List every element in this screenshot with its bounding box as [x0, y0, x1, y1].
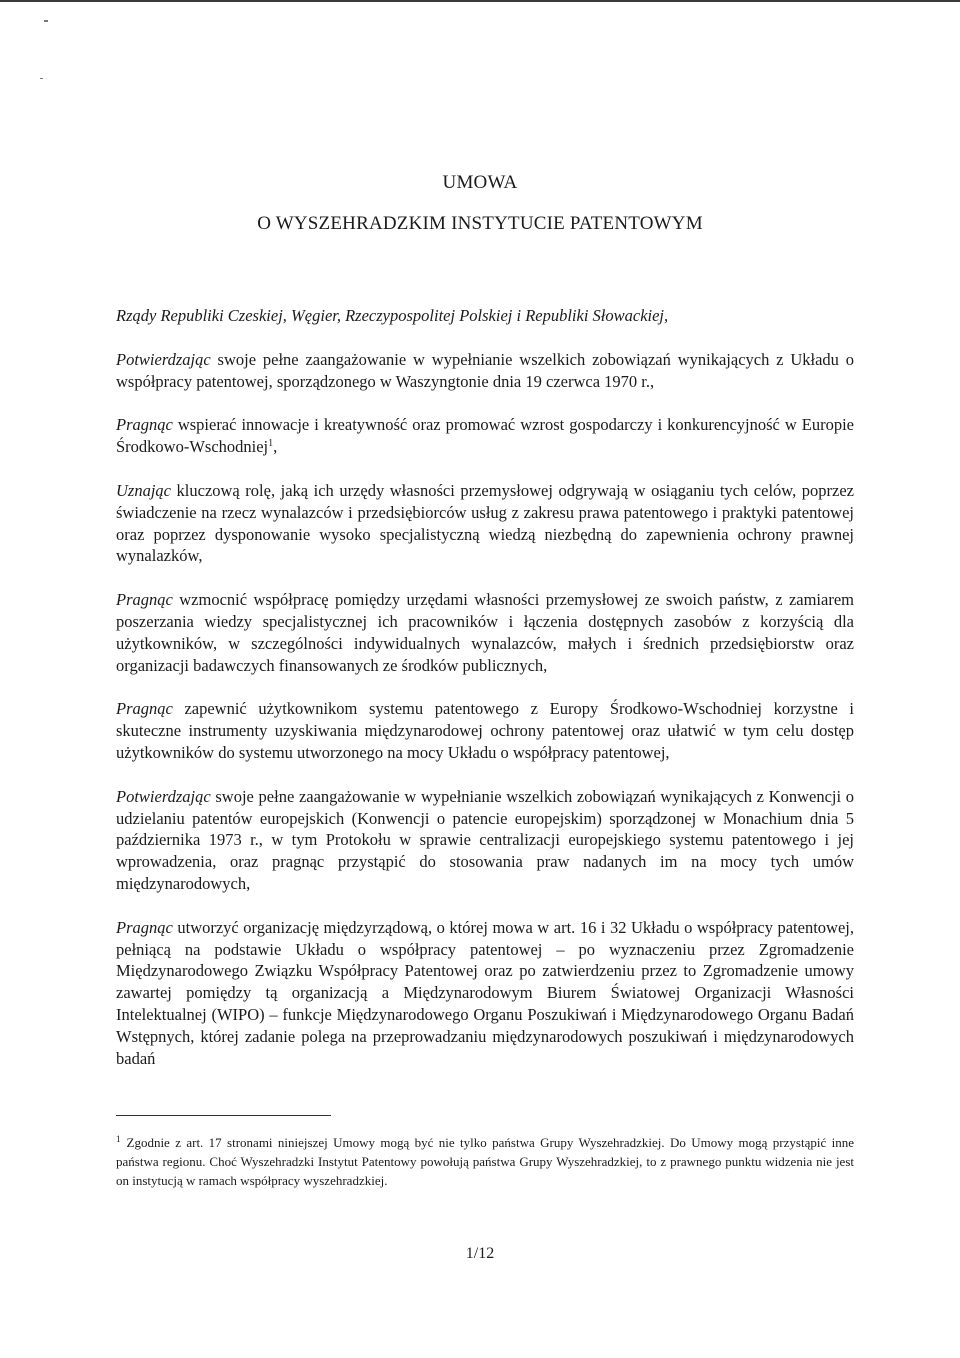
paragraph-text: wspierać innowacje i kreatywność oraz promować wzrost gospodarczy i konkurencyjność w Europie Środkowo-Wschodniej — [116, 415, 854, 457]
preamble-paragraph — [116, 917, 854, 1070]
paragraph-text: zapewnić użytkownikom systemu patentowego z Europy Środkowo-Wschodniej korzystne i skuteczne instrumenty uzyskiwania międzynarodowej ochrony patentowej oraz ułatwić w tym celu dostęp użytkowników do systemu utworzonego na mocy Układu o współpracy patentowej, — [116, 699, 854, 762]
paragraph-lead: Potwierdzając — [116, 786, 211, 806]
paragraph-text: utworzyć organizację międzyrządową, o której mowa w art. 16 i 32 Układu o współpracy patentowej, pełniącą na podstawie Układu o współpracy patentowej – po wyznaczeniu przez Zgromadzenie Międzynarodowego Związku Współpracy Patentowej oraz po zatwierdzeniu przez to Zgromadzenie umowy zawartej pomiędzy tą organizacją a Międzynarodowym Biurem Światowej Organizacji Własności Intelektualnej (WIPO) – funkcje Międzynarodowego Organu Poszukiwań i Międzynarodowego Organu Badań Wstępnych, której zadanie polega na przeprowadzaniu międzynarodowych poszukiwań i międzynarodowych badań — [116, 917, 854, 1068]
footnote-text: Zgodnie z art. 17 stronami niniejszej Umowy mogą być nie tylko państwa Grupy Wyszehradzkiej. Do Umowy mogą przystąpić inne państwa regionu. Choć Wyszehradzki Instytut Patentowy powołują państwa Grupy Wyszehradzkiej, to z prawnego punktu widzenia nie jest on instytucją w ramach współpracy wyszehradzkiej. — [116, 1135, 854, 1188]
preamble-paragraph — [116, 414, 854, 458]
footnote-reference: 1 — [268, 438, 274, 450]
preamble-paragraph — [116, 349, 854, 393]
preamble-paragraph — [116, 480, 854, 567]
document-subtitle: O WYSZEHRADZKIM INSTYTUCIE PATENTOWYM — [257, 213, 703, 234]
preamble-paragraph — [116, 698, 854, 763]
preamble-paragraph — [116, 786, 854, 895]
paragraph-lead: Pragnąc — [116, 917, 173, 937]
preamble-paragraph — [116, 589, 854, 676]
paragraph-lead: Uznając — [116, 480, 171, 500]
footnote-mark: 1 — [116, 1134, 121, 1144]
page-number: 1/12 — [465, 1245, 495, 1262]
paragraph-text: swoje pełne zaangażowanie w wypełnianie wszelkich zobowiązań wynikających z Konwencji o udzielaniu patentów europejskich (Konwencji o patencie europejskim) sporządzonej w Monachium dnia 5 października 1973 r., w tym Protokołu w sprawie centralizacji europejskiego systemu patentowego i jej wprowadzenia, oraz pragnąc przystąpić do stosowania praw nadanych im na mocy tych umów międzynarodowych, — [116, 786, 854, 893]
preamble — [116, 305, 854, 1091]
paragraph-tail: , — [273, 437, 278, 457]
footnote-separator — [116, 1115, 331, 1116]
paragraph-text: swoje pełne zaangażowanie w wypełnianie wszelkich zobowiązań wynikających z Układu o współpracy patentowej, sporządzonego w Waszyngtonie dnia 19 czerwca 1970 r., — [116, 349, 854, 391]
scan-speck — [44, 20, 48, 22]
scan-top-edge — [0, 0, 960, 2]
footnote — [116, 1133, 854, 1190]
document-title: UMOWA — [442, 172, 518, 193]
scan-speck — [40, 78, 43, 79]
paragraph-lead: Pragnąc — [116, 699, 173, 719]
paragraph-text: kluczową rolę, jaką ich urzędy własności przemysłowej odgrywają w osiąganiu tych celów, poprzez świadczenie na rzecz wynalazców i przedsiębiorców usług z zakresu prawa patentowego i praktyki patentowej oraz poprzez dysponowanie wysoko specjalistyczną wiedzą niezbędną do zapewnienia ochrony prawnej wynalazków, — [116, 480, 854, 566]
paragraph-lead: Potwierdzając — [116, 349, 211, 369]
paragraph-lead: Rządy Republiki Czeskiej, Węgier, Rzeczypospolitej Polskiej i Republiki Słowackiej, — [116, 306, 669, 325]
paragraph-lead: Pragnąc — [116, 590, 173, 610]
paragraph-text: wzmocnić współpracę pomiędzy urzędami własności przemysłowej ze swoich państw, z zamiarem poszerzania wiedzy specjalistycznej ich pracowników i łączenia dostępnych zasobów z korzyścią dla użytkowników, w szczególności indywidualnych wynalazców, małych i średnich przedsiębiorstw oraz organizacji badawczych finansowanych ze środków publicznych, — [116, 590, 854, 675]
preamble-paragraph — [116, 305, 854, 327]
paragraph-lead: Pragnąc — [116, 415, 173, 435]
